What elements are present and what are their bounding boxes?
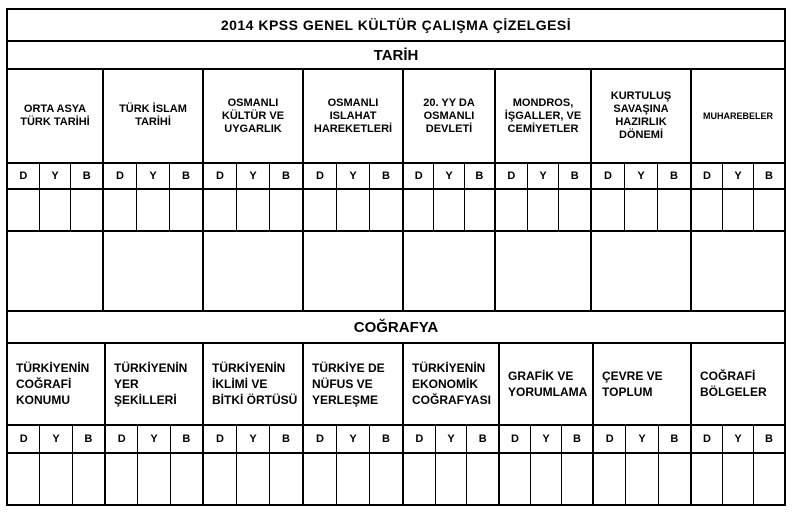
notes-area[interactable] bbox=[204, 232, 302, 310]
y-label: Y bbox=[40, 164, 72, 188]
d-label: D bbox=[8, 426, 40, 452]
b-label: B bbox=[765, 170, 773, 182]
dyb-row bbox=[104, 164, 202, 190]
dyb-row bbox=[500, 426, 592, 454]
d-label: D bbox=[496, 164, 528, 188]
y-label: Y bbox=[626, 426, 658, 452]
column-header: ORTA ASYA TÜRK TARİHİ bbox=[8, 70, 102, 164]
d-label: D bbox=[304, 164, 337, 188]
tarih-column bbox=[592, 70, 692, 310]
tarih-column bbox=[304, 70, 404, 310]
dyb-row bbox=[8, 164, 102, 190]
score-cells[interactable] bbox=[304, 190, 402, 232]
y-label: Y bbox=[337, 426, 370, 452]
tarih-column bbox=[404, 70, 496, 310]
score-cells[interactable] bbox=[496, 190, 590, 232]
score-cells[interactable] bbox=[404, 190, 494, 232]
y-label: Y bbox=[723, 426, 754, 452]
d-label: D bbox=[692, 164, 723, 188]
study-schedule-sheet bbox=[6, 8, 786, 506]
section-heading-tarih: TARİH bbox=[8, 42, 784, 70]
dyb-row bbox=[404, 164, 494, 190]
tarih-column bbox=[8, 70, 104, 310]
notes-area[interactable] bbox=[496, 232, 590, 310]
b-label: B bbox=[282, 433, 290, 445]
column-header: TÜRKİYENİN EKONOMİK COĞRAFYASI bbox=[404, 344, 498, 426]
tarih-grid bbox=[8, 70, 784, 310]
cografya-column bbox=[594, 344, 692, 504]
y-label: Y bbox=[723, 164, 754, 188]
column-header: COĞRAFİ BÖLGELER bbox=[692, 344, 784, 426]
b-label: B bbox=[570, 170, 579, 182]
b-label: B bbox=[765, 433, 773, 445]
column-header: MUHAREBELER bbox=[692, 70, 784, 164]
cografya-column bbox=[8, 344, 106, 504]
tarih-column bbox=[204, 70, 304, 310]
column-header: TÜRKİYENİN İKLİMİ VE BİTKİ ÖRTÜSÜ bbox=[204, 344, 302, 426]
score-cells[interactable] bbox=[692, 190, 784, 232]
notes-area[interactable] bbox=[692, 232, 784, 310]
b-label: B bbox=[573, 433, 581, 445]
y-label: Y bbox=[337, 164, 370, 188]
d-label: D bbox=[106, 426, 138, 452]
d-label: D bbox=[8, 164, 40, 188]
b-label: B bbox=[478, 433, 487, 445]
dyb-row bbox=[106, 426, 202, 454]
dyb-row bbox=[304, 426, 402, 454]
d-label: D bbox=[594, 426, 626, 452]
y-label: Y bbox=[625, 164, 658, 188]
score-cells[interactable] bbox=[692, 454, 784, 504]
d-label: D bbox=[204, 426, 237, 452]
score-cells[interactable] bbox=[404, 454, 498, 504]
column-header: KURTULUŞ SAVAŞINA HAZIRLIK DÖNEMİ bbox=[592, 70, 690, 164]
b-label: B bbox=[670, 170, 678, 182]
d-label: D bbox=[404, 426, 436, 452]
y-label: Y bbox=[138, 426, 170, 452]
d-label: D bbox=[500, 426, 531, 452]
cografya-column bbox=[106, 344, 204, 504]
cografya-column bbox=[500, 344, 594, 504]
b-label: B bbox=[670, 433, 679, 445]
column-header: TÜRKİYENİN YER ŞEKİLLERİ bbox=[106, 344, 202, 426]
b-label: B bbox=[475, 170, 484, 182]
dyb-row bbox=[204, 164, 302, 190]
column-header: MONDROS, İŞGALLER, VE CEMİYETLER bbox=[496, 70, 590, 164]
section-heading-cografya: COĞRAFYA bbox=[8, 310, 784, 344]
y-label: Y bbox=[237, 426, 270, 452]
dyb-row bbox=[8, 426, 104, 454]
score-cells[interactable] bbox=[106, 454, 202, 504]
d-label: D bbox=[204, 164, 237, 188]
d-label: D bbox=[304, 426, 337, 452]
column-header: GRAFİK VE YORUMLAMA bbox=[500, 344, 592, 426]
score-cells[interactable] bbox=[592, 190, 690, 232]
tarih-column bbox=[692, 70, 784, 310]
y-label: Y bbox=[528, 164, 560, 188]
cografya-column bbox=[692, 344, 784, 504]
cografya-grid bbox=[8, 344, 784, 504]
notes-area[interactable] bbox=[304, 232, 402, 310]
y-label: Y bbox=[531, 426, 562, 452]
d-label: D bbox=[404, 164, 434, 188]
cografya-column bbox=[204, 344, 304, 504]
notes-area[interactable] bbox=[592, 232, 690, 310]
notes-area[interactable] bbox=[404, 232, 494, 310]
score-cells[interactable] bbox=[304, 454, 402, 504]
score-cells[interactable] bbox=[8, 454, 104, 504]
score-cells[interactable] bbox=[204, 190, 302, 232]
y-label: Y bbox=[137, 164, 170, 188]
y-label: Y bbox=[237, 164, 270, 188]
y-label: Y bbox=[40, 426, 72, 452]
d-label: D bbox=[104, 164, 137, 188]
b-label: B bbox=[182, 433, 191, 445]
dyb-row bbox=[404, 426, 498, 454]
cografya-column bbox=[304, 344, 404, 504]
dyb-row bbox=[204, 426, 302, 454]
dyb-row bbox=[692, 164, 784, 190]
score-cells[interactable] bbox=[104, 190, 202, 232]
b-label: B bbox=[282, 170, 290, 182]
column-header: OSMANLI ISLAHAT HAREKETLERİ bbox=[304, 70, 402, 164]
dyb-row bbox=[592, 164, 690, 190]
tarih-column bbox=[496, 70, 592, 310]
b-label: B bbox=[382, 170, 390, 182]
dyb-row bbox=[496, 164, 590, 190]
dyb-row bbox=[692, 426, 784, 454]
score-cells[interactable] bbox=[204, 454, 302, 504]
y-label: Y bbox=[436, 426, 468, 452]
column-header: ÇEVRE VE TOPLUM bbox=[594, 344, 690, 426]
score-cells[interactable] bbox=[8, 190, 102, 232]
b-label: B bbox=[84, 433, 93, 445]
score-cells[interactable] bbox=[594, 454, 690, 504]
notes-area[interactable] bbox=[104, 232, 202, 310]
b-label: B bbox=[82, 170, 91, 182]
d-label: D bbox=[692, 426, 723, 452]
column-header: TÜRKİYENİN COĞRAFİ KONUMU bbox=[8, 344, 104, 426]
tarih-column bbox=[104, 70, 204, 310]
column-header: 20. YY DA OSMANLI DEVLETİ bbox=[404, 70, 494, 164]
score-cells[interactable] bbox=[500, 454, 592, 504]
y-label: Y bbox=[434, 164, 464, 188]
dyb-row bbox=[594, 426, 690, 454]
column-header: TÜRKİYE DE NÜFUS VE YERLEŞME bbox=[304, 344, 402, 426]
page-title: 2014 KPSS GENEL KÜLTÜR ÇALIŞMA ÇİZELGESİ bbox=[8, 10, 784, 42]
column-header: TÜRK İSLAM TARİHİ bbox=[104, 70, 202, 164]
b-label: B bbox=[382, 433, 390, 445]
notes-area[interactable] bbox=[8, 232, 102, 310]
b-label: B bbox=[182, 170, 190, 182]
cografya-column bbox=[404, 344, 500, 504]
column-header: OSMANLI KÜLTÜR VE UYGARLIK bbox=[204, 70, 302, 164]
dyb-row bbox=[304, 164, 402, 190]
d-label: D bbox=[592, 164, 625, 188]
